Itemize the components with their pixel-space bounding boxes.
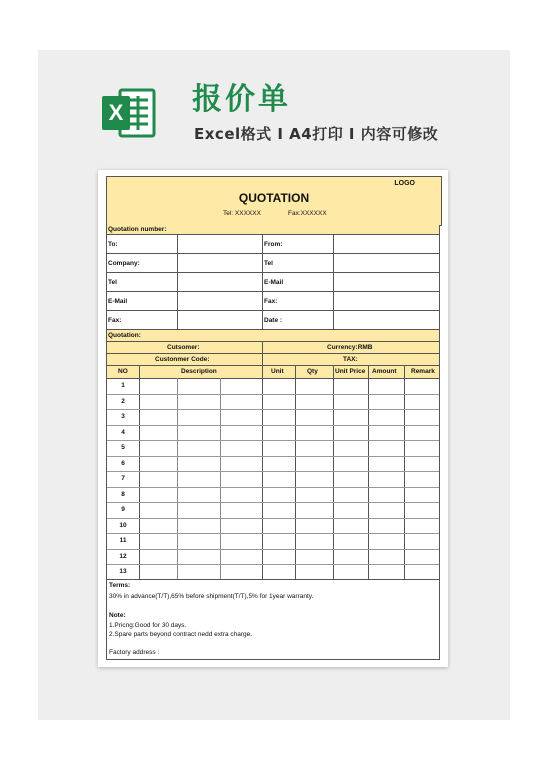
logo-placeholder: LOGO <box>394 180 415 187</box>
col-header-qty: Qty <box>307 368 318 375</box>
fax-label-2: Fax: <box>264 298 278 305</box>
email-label-2: E-Mail <box>264 279 284 286</box>
terms-text: 30% in advance(T/T),65% before shipment(T/T),5% for 1year warranty. <box>109 593 314 600</box>
quotation-sheet <box>98 170 448 667</box>
col-header-no: NO <box>118 368 128 375</box>
date-label: Date : <box>264 317 283 324</box>
customer-label: Cutsomer: <box>167 344 200 351</box>
row-number: 7 <box>121 475 125 482</box>
table-row <box>107 409 439 426</box>
table-row <box>107 394 439 411</box>
contact-row-3 <box>106 273 440 292</box>
terms-section <box>106 580 440 660</box>
currency-label: Currency:RMB <box>327 344 373 351</box>
header-tel: Tel: XXXXXX <box>223 210 261 217</box>
table-row <box>107 564 439 580</box>
row-number: 9 <box>121 506 125 513</box>
table-row <box>107 487 439 504</box>
email-label: E-Mail <box>108 298 128 305</box>
table-row <box>107 533 439 550</box>
contact-row-5 <box>106 311 440 330</box>
tel-label-2: Tel <box>264 260 273 267</box>
quotation-label: Quotation: <box>108 332 141 339</box>
customer-code-row <box>106 354 440 366</box>
row-number: 6 <box>121 459 125 467</box>
quotation-title: QUOTATION <box>238 191 310 205</box>
company-label: Company: <box>108 260 140 267</box>
contact-row-1 <box>106 235 440 254</box>
factory-address-label: Factory address : <box>109 649 160 656</box>
customer-row <box>106 342 440 354</box>
contact-row-4 <box>106 292 440 311</box>
row-number: 12 <box>119 552 127 560</box>
table-row <box>107 440 439 457</box>
quotation-row <box>106 330 440 342</box>
row-number: 5 <box>121 444 125 451</box>
row-number: 3 <box>121 413 125 420</box>
table-row <box>107 549 439 566</box>
tax-label: TAX: <box>343 356 358 363</box>
table-row <box>107 502 439 519</box>
note-label: Note: <box>109 612 126 619</box>
tel-label: Tel <box>108 279 117 286</box>
from-label: From: <box>264 241 283 248</box>
table-row <box>107 518 439 535</box>
header-fax: Fax:XXXXXX <box>288 210 327 217</box>
note-1: 1.Pricng:Good for 30 days. <box>109 622 187 629</box>
fax-label: Fax: <box>108 317 122 324</box>
doc-title: 报价单 <box>192 82 291 117</box>
row-number: 11 <box>119 537 127 544</box>
table-row <box>107 471 439 488</box>
table-row <box>107 456 439 473</box>
row-number: 13 <box>119 568 127 575</box>
quotation-number-row <box>106 225 440 235</box>
terms-label: Terms: <box>109 582 131 589</box>
row-number: 8 <box>121 490 125 498</box>
excel-icon <box>100 84 158 142</box>
col-header-unit: Unit <box>271 368 284 375</box>
col-header-amount: Amount <box>372 368 397 375</box>
row-number: 1 <box>121 382 125 389</box>
row-number: 2 <box>121 397 125 405</box>
col-header-description: Description <box>181 368 217 375</box>
col-header-unit-price: Unit Price <box>335 368 366 375</box>
doc-subtitle: Excel格式 I A4打印 I 内容可修改 <box>194 125 439 143</box>
excel-icon-letter: X <box>108 100 124 125</box>
to-label: To: <box>108 241 118 248</box>
contact-row-2 <box>106 254 440 273</box>
customer-code-label: Custonmer Code: <box>155 356 210 363</box>
table-row <box>107 425 439 442</box>
row-number: 10 <box>119 521 127 529</box>
row-number: 4 <box>121 428 125 436</box>
table-row <box>107 378 439 395</box>
col-header-remark: Remark <box>411 368 435 375</box>
note-2: 2.Spare parts beyond contract nedd extra charge. <box>109 631 253 638</box>
sheet-header <box>106 176 442 226</box>
item-table <box>106 366 440 580</box>
quotation-number-label: Quotation number: <box>108 226 167 233</box>
